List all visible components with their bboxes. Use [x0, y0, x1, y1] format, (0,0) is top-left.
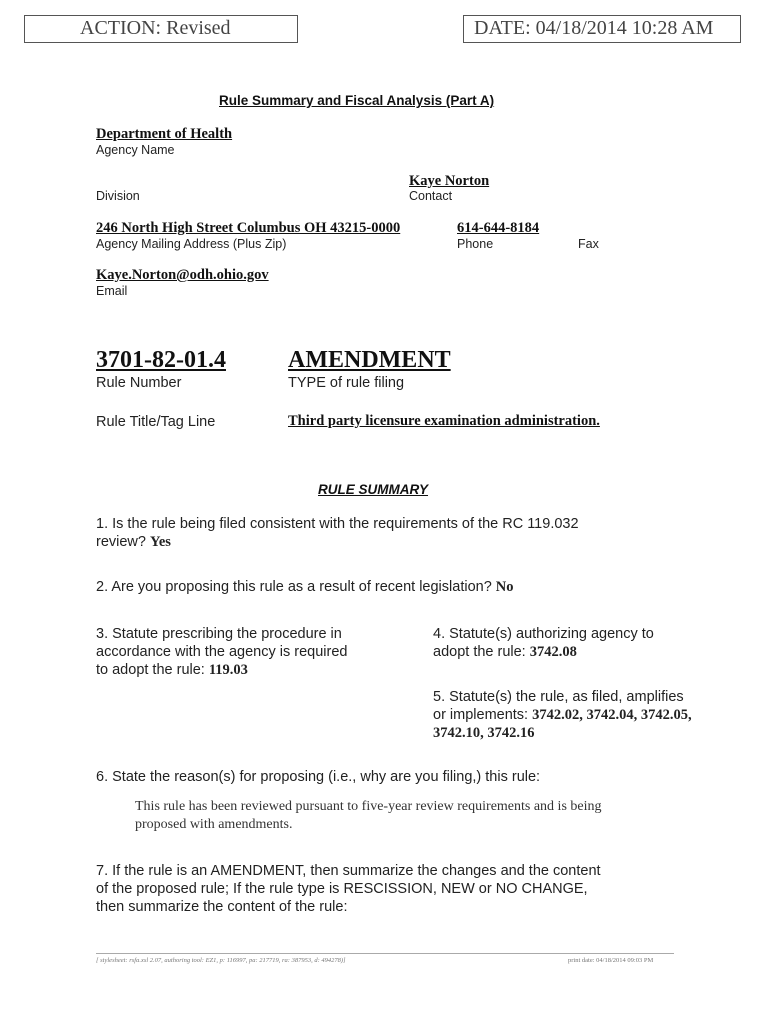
question-5-line-2: or implements:: [433, 707, 529, 723]
date-text: DATE: 04/18/2014 10:28 AM: [474, 17, 714, 39]
rule-number-value: 3701-82-01.4: [96, 347, 226, 373]
rule-type-value: AMENDMENT: [288, 347, 451, 373]
question-3-line-2: accordance with the agency is required: [96, 644, 348, 660]
question-3: [96, 625, 347, 679]
rule-title-value: Third party licensure examination administration.: [288, 413, 600, 429]
question-1: [96, 515, 579, 551]
question-2: [96, 578, 514, 596]
question-3-answer: 119.03: [208, 662, 248, 678]
question-3-line-1: 3. Statute prescribing the procedure in: [96, 626, 342, 642]
question-7-line-1: 7. If the rule is an AMENDMENT, then summarize the changes and the content: [96, 863, 601, 879]
question-4-line-1: 4. Statute(s) authorizing agency to: [433, 626, 654, 642]
agency-name-value: Department of Health: [96, 126, 233, 142]
fax-label: Fax: [578, 237, 599, 251]
division-label: Division: [96, 189, 140, 203]
question-6-answer-line-1: This rule has been reviewed pursuant to five-year review requirements and is being: [135, 799, 602, 814]
question-1-line-1: 1. Is the rule being filed consistent with the requirements of the RC 119.032: [96, 516, 579, 532]
action-box: [24, 15, 298, 43]
question-1-line-2: review?: [96, 534, 146, 550]
rule-title-label: Rule Title/Tag Line: [96, 414, 216, 430]
question-2-text: 2. Are you proposing this rule as a result of recent legislation?: [96, 579, 492, 595]
phone-value: 614-644-8184: [457, 220, 540, 236]
question-3-line-3: to adopt the rule:: [96, 662, 205, 678]
question-7-line-3: then summarize the content of the rule:: [96, 899, 348, 915]
phone-label: Phone: [457, 237, 494, 251]
question-5-answer-line-2: 3742.10, 3742.16: [433, 725, 535, 741]
date-box: [463, 15, 741, 43]
question-4-line-2: adopt the rule:: [433, 644, 526, 660]
question-4: [433, 625, 654, 661]
agency-name-label: Agency Name: [96, 143, 175, 157]
question-5: [433, 688, 692, 742]
question-7: [96, 862, 601, 916]
question-7-line-2: of the proposed rule; If the rule type is RESCISSION, NEW or NO CHANGE,: [96, 881, 588, 897]
contact-label: Contact: [409, 189, 453, 203]
question-5-answer-line-1: 3742.02, 3742.04, 3742.05,: [532, 707, 692, 723]
question-1-answer: Yes: [150, 534, 171, 550]
action-text: ACTION: Revised: [80, 17, 231, 39]
address-value: 246 North High Street Columbus OH 43215-0000: [96, 220, 401, 236]
question-6: 6. State the reason(s) for proposing (i.e., why are you filing,) this rule:: [96, 769, 541, 785]
rule-type-label: TYPE of rule filing: [288, 375, 405, 391]
email-value: Kaye.Norton@odh.ohio.gov: [96, 267, 269, 283]
question-6-answer: [135, 798, 602, 834]
rule-number-label: Rule Number: [96, 375, 182, 391]
contact-value: Kaye Norton: [409, 173, 490, 189]
footer-stylesheet-info: [ stylesheet: rsfa.xsl 2.07, authoring tool: EZ1, p: 116997, pa: 217719, ra: 387953, d: 494278)]: [96, 957, 346, 964]
document-title: Rule Summary and Fiscal Analysis (Part A): [219, 93, 495, 108]
footer-divider: [96, 953, 674, 954]
question-5-line-1: 5. Statute(s) the rule, as filed, amplifies: [433, 689, 684, 705]
question-6-answer-line-2: proposed with amendments.: [135, 817, 293, 832]
email-label: Email: [96, 284, 128, 298]
rule-summary-heading: RULE SUMMARY: [318, 482, 429, 497]
question-4-answer: 3742.08: [529, 644, 577, 660]
address-label: Agency Mailing Address (Plus Zip): [96, 237, 287, 251]
question-2-answer: No: [495, 579, 514, 595]
footer-print-date: print date: 04/18/2014 09:03 PM: [568, 957, 654, 964]
